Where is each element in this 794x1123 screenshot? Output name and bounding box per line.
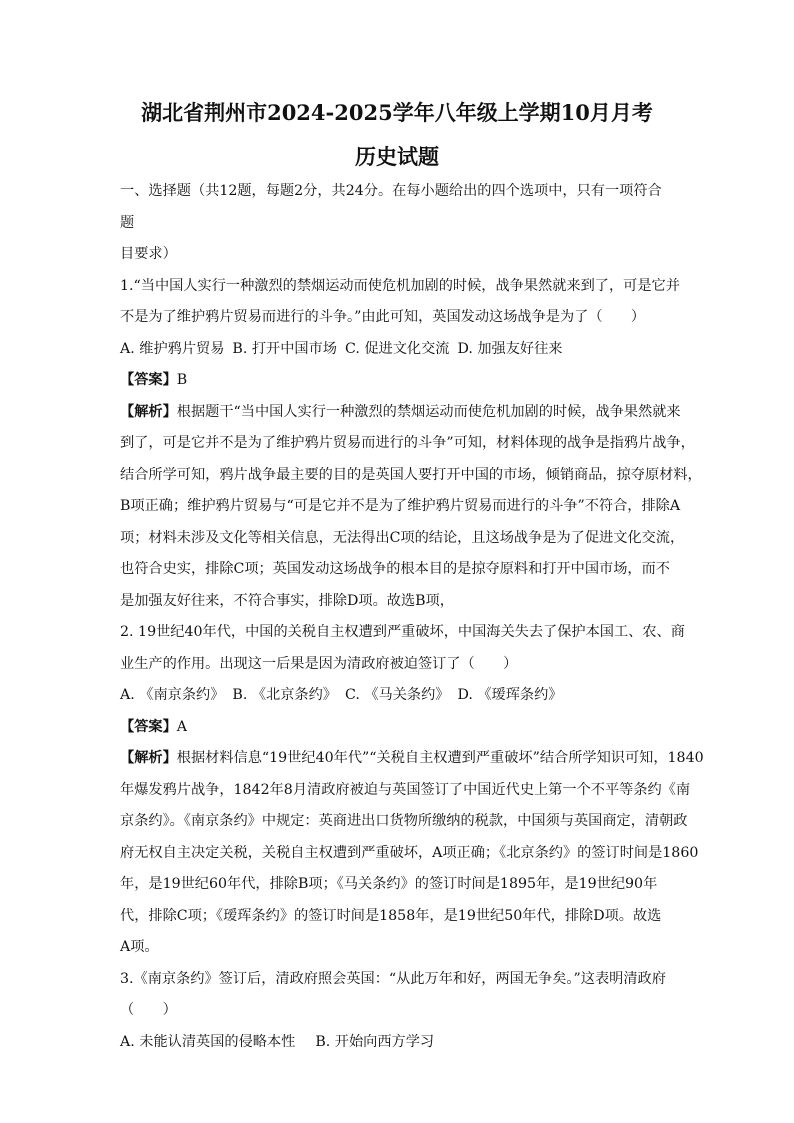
section-line: 目要求） xyxy=(120,246,177,262)
option-a: A. 《南京条约》 xyxy=(120,687,225,703)
analysis-line: 项；材料未涉及文化等相关信息，无法得出C项的结论，且这场战争是为了促进文化交流， xyxy=(120,529,685,546)
analysis-tag: 【解析】 xyxy=(120,750,177,766)
question-stem-line: 业生产的作用。出现这一后果是因为清政府被迫签订了（ ） xyxy=(120,655,518,672)
question-1 xyxy=(120,271,702,618)
analysis-text: 根据材料信息“19世纪40年代”“关税自主权遭到严重破坏”结合所学知识可知，1840 xyxy=(176,750,704,766)
document-title: 湖北省荆州市2024-2025学年八年级上学期10月月考 xyxy=(141,100,653,125)
answer-line xyxy=(120,712,674,744)
question-stem-line: （ ） xyxy=(120,1002,177,1018)
analysis-line: 府无权自主决定关税，关税自主权遭到严重破坏，A项正确；《北京条约》的签订时间是1860 xyxy=(120,844,699,861)
analysis-line: 代，排除C项；《瑷珲条约》的签订时间是1858年，是19世纪50年代，排除D项。故选 xyxy=(120,907,662,924)
question-stem-line: 2. 19世纪40年代，中国的关税自主权遭到严重破坏，中国海关失去了保护本国工、农、商 xyxy=(120,624,685,640)
answer-tag: 【答案】 xyxy=(120,718,177,735)
analysis-line: 到了，可是它并不是为了维护鸦片贸易而进行的斗争”可知，材料体现的战争是指鸦片战争， xyxy=(120,435,695,451)
option-c: C. 《马关条约》 xyxy=(344,687,450,703)
document-subtitle: 历史试题 xyxy=(355,144,439,169)
question-stem-line: 不是为了维护鸦片贸易而进行的斗争。”由此可知，英国发动这场战争是为了（ ） xyxy=(120,309,646,325)
analysis-tag: 【解析】 xyxy=(120,403,177,420)
question-stem-line: 1.“当中国人实行一种激烈的禁烟运动而使危机加剧的时候，战争果然就来到了，可是它并 xyxy=(120,277,680,294)
analysis-line: 年，是19世纪60年代，排除B项；《马关条约》的签订时间是1895年，是19世纪90年 xyxy=(120,876,658,892)
answer-value: A xyxy=(176,718,188,735)
option-list xyxy=(120,1027,674,1059)
option-b: B. 《北京条约》 xyxy=(232,687,337,703)
analysis-line xyxy=(120,743,704,775)
option-list xyxy=(120,334,674,366)
analysis-line: 结合所学可知，鸦片战争最主要的目的是英国人要打开中国的市场，倾销商品，掠夺原材料， xyxy=(120,466,702,483)
option-d: D. 加强友好往来 xyxy=(457,340,563,357)
section-line: 一、选择题（共12题，每题2分，共24分。在每小题给出的四个选项中，只有一项符合题 xyxy=(120,183,662,231)
answer-tag: 【答案】 xyxy=(120,372,177,388)
analysis-line: 是加强友好往来，不符合事实，排除D项。故选B项， xyxy=(120,592,454,609)
option-a: A. 维护鸦片贸易 xyxy=(120,340,225,357)
question-stem-line: 3.《南京条约》签订后，清政府照会英国：“从此万年和好，两国无争矣。”这表明清政府 xyxy=(120,970,666,987)
analysis-text: 根据题干“当中国人实行一种激烈的禁烟运动而使危机加剧的时候，战争果然就来 xyxy=(176,403,681,420)
analysis-line: B项正确；维护鸦片贸易与“可是它并不是为了维护鸦片贸易而进行的斗争”不符合，排除A xyxy=(120,498,681,514)
option-a: A. 未能认清英国的侵略本性 xyxy=(120,1033,296,1050)
analysis-line: 年爆发鸦片战争，1842年8月清政府被迫与英国签订了中国近代史上第一个不平等条约《南 xyxy=(120,781,691,798)
answer-value: B xyxy=(176,372,188,388)
section-instructions xyxy=(120,176,674,271)
option-list xyxy=(120,680,674,712)
question-3 xyxy=(120,964,674,1059)
analysis-line: A项。 xyxy=(120,939,159,955)
option-d: D. 《瑷珲条约》 xyxy=(457,687,563,703)
option-c: C. 促进文化交流 xyxy=(344,340,450,357)
analysis-line: 也符合史实，排除C项；英国发动这场战争的根本目的是掠夺原料和打开中国市场，而不 xyxy=(120,561,670,577)
option-b: B. 打开中国市场 xyxy=(232,340,337,357)
analysis-line: 京条约》。《南京条约》中规定：英商进出口货物所缴纳的税款，中国须与英国商定，清朝政 xyxy=(120,813,688,829)
answer-line xyxy=(120,365,674,397)
question-2 xyxy=(120,617,704,964)
analysis-line xyxy=(120,397,681,429)
option-b: B. 开始向西方学习 xyxy=(315,1033,435,1050)
